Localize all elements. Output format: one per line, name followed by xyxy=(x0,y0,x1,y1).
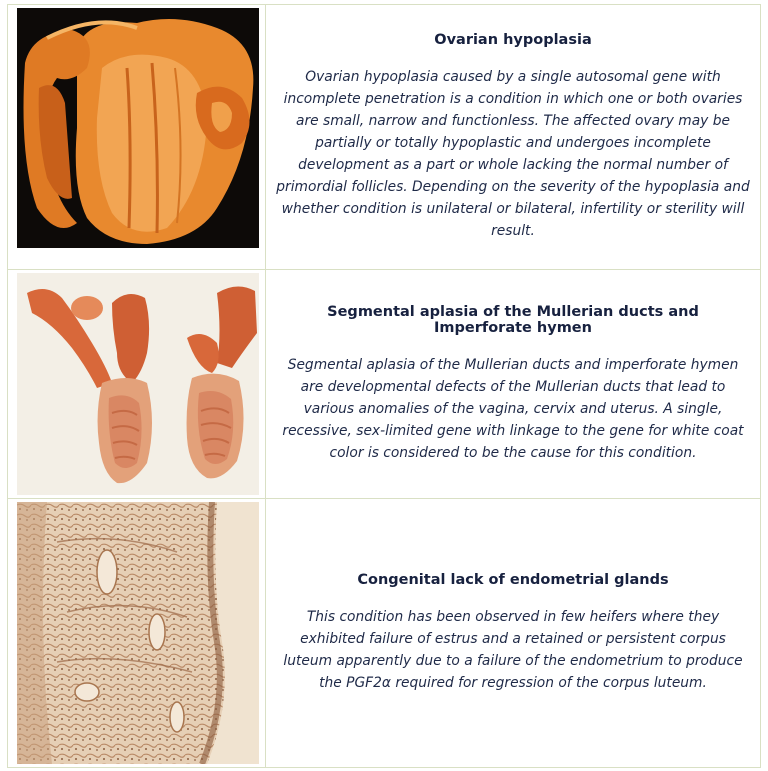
table-row xyxy=(8,270,760,499)
text-cell xyxy=(266,270,760,498)
section-title: Congenital lack of endometrial glands xyxy=(357,572,669,588)
section-title: Segmental aplasia of the Mullerian ducts and Imperforate hymen xyxy=(327,304,699,336)
image-cell xyxy=(8,270,266,498)
content-table xyxy=(7,4,761,768)
text-cell xyxy=(266,5,760,269)
section-description: Segmental aplasia of the Mullerian ducts and imperforate hymen are developmental defects of the Mullerian ducts that lead to various anomalies of the vagina, cervix and uterus. A single, recessive, sex-limited gene with linkage to the gene for white coat color is considered to be the cause for this condition. xyxy=(282,357,744,461)
section-description: This condition has been observed in few heifers where they exhibited failure of estrus and a retained or persistent corpus luteum apparently due to a failure of the endometrium to produce the PGF2α required for regression of the corpus luteum. xyxy=(283,609,743,691)
section-title: Ovarian hypoplasia xyxy=(434,32,592,48)
mullerian-duct-specimen-photo xyxy=(17,273,259,495)
table-row xyxy=(8,5,760,270)
image-cell xyxy=(8,499,266,767)
table-row xyxy=(8,499,760,767)
endometrium-histology-photo xyxy=(17,502,259,764)
image-cell xyxy=(8,5,266,269)
text-cell xyxy=(266,499,760,767)
section-description: Ovarian hypoplasia caused by a single autosomal gene with incomplete penetration is a condition in which one or both ovaries are small, narrow and functionless. The affected ovary may be partially or totally hypoplastic and undergoes incomplete development as a part or whole lacking the normal number of primordial follicles. Depending on the severity of the hypoplasia and whether condition is unilateral or bilateral, infertility or sterility will result. xyxy=(276,69,750,239)
ovary-specimen-photo xyxy=(17,8,259,248)
